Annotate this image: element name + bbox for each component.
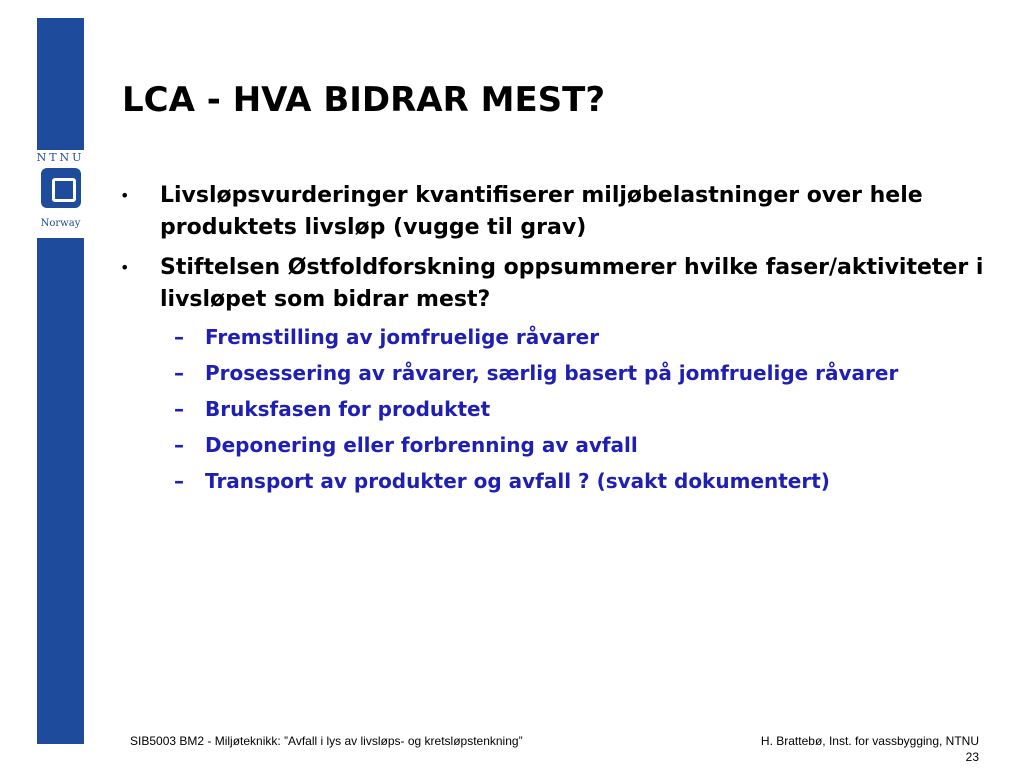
page-number: 23 xyxy=(965,750,979,764)
logo-ntnu-text: NTNU xyxy=(36,151,85,164)
sub-bullet-text: Bruksfasen for produktet xyxy=(205,397,491,421)
sub-bullet-text: Fremstilling av jomfruelige råvarer xyxy=(205,325,600,349)
bullet-marker: • xyxy=(120,258,130,277)
sub-bullet-marker: – xyxy=(174,325,184,349)
sub-bullet-text: Prosessering av råvarer, særlig basert på jomfruelige råvarer xyxy=(205,361,899,385)
sub-bullet-marker: – xyxy=(174,469,184,493)
bullet-marker: • xyxy=(120,186,130,205)
footer-course-title: SIB5003 BM2 - Miljøteknikk: ”Avfall i lys av livsløps- og kretsløpstenkning” xyxy=(130,734,523,748)
sub-bullet-list xyxy=(120,322,995,497)
sub-bullet-marker: – xyxy=(174,397,184,421)
slide-content xyxy=(120,180,995,502)
emblem-inner-square xyxy=(52,178,76,202)
sub-bullet-marker: – xyxy=(174,361,184,385)
logo-norway-text: Norway xyxy=(40,218,81,229)
sub-bullet-item xyxy=(120,430,995,461)
sub-bullet-item xyxy=(120,322,995,353)
footer-author: H. Brattebø, Inst. for vassbygging, NTNU xyxy=(760,734,979,748)
bullet-text: Livsløpsvurderinger kvantifiserer miljøbelastninger over hele produktets livsløp (vugge til grav) xyxy=(160,183,923,240)
ntnu-square-emblem-icon xyxy=(41,168,81,208)
bullet-item xyxy=(120,252,995,316)
ntnu-logo xyxy=(30,150,91,238)
bullet-item xyxy=(120,180,995,244)
sub-bullet-item xyxy=(120,394,995,425)
sub-bullet-item xyxy=(120,466,995,497)
sub-bullet-marker: – xyxy=(174,433,184,457)
sub-bullet-item xyxy=(120,358,995,389)
slide-title: LCA - HVA BIDRAR MEST? xyxy=(122,80,606,120)
sub-bullet-text: Transport av produkter og avfall ? (svakt dokumentert) xyxy=(205,469,830,493)
sub-bullet-text: Deponering eller forbrenning av avfall xyxy=(205,433,638,457)
bullet-text: Stiftelsen Østfoldforskning oppsummerer hvilke faser/aktiviteter i livsløpet som bidrar mest? xyxy=(160,255,984,312)
sidebar-stripe xyxy=(37,18,84,744)
